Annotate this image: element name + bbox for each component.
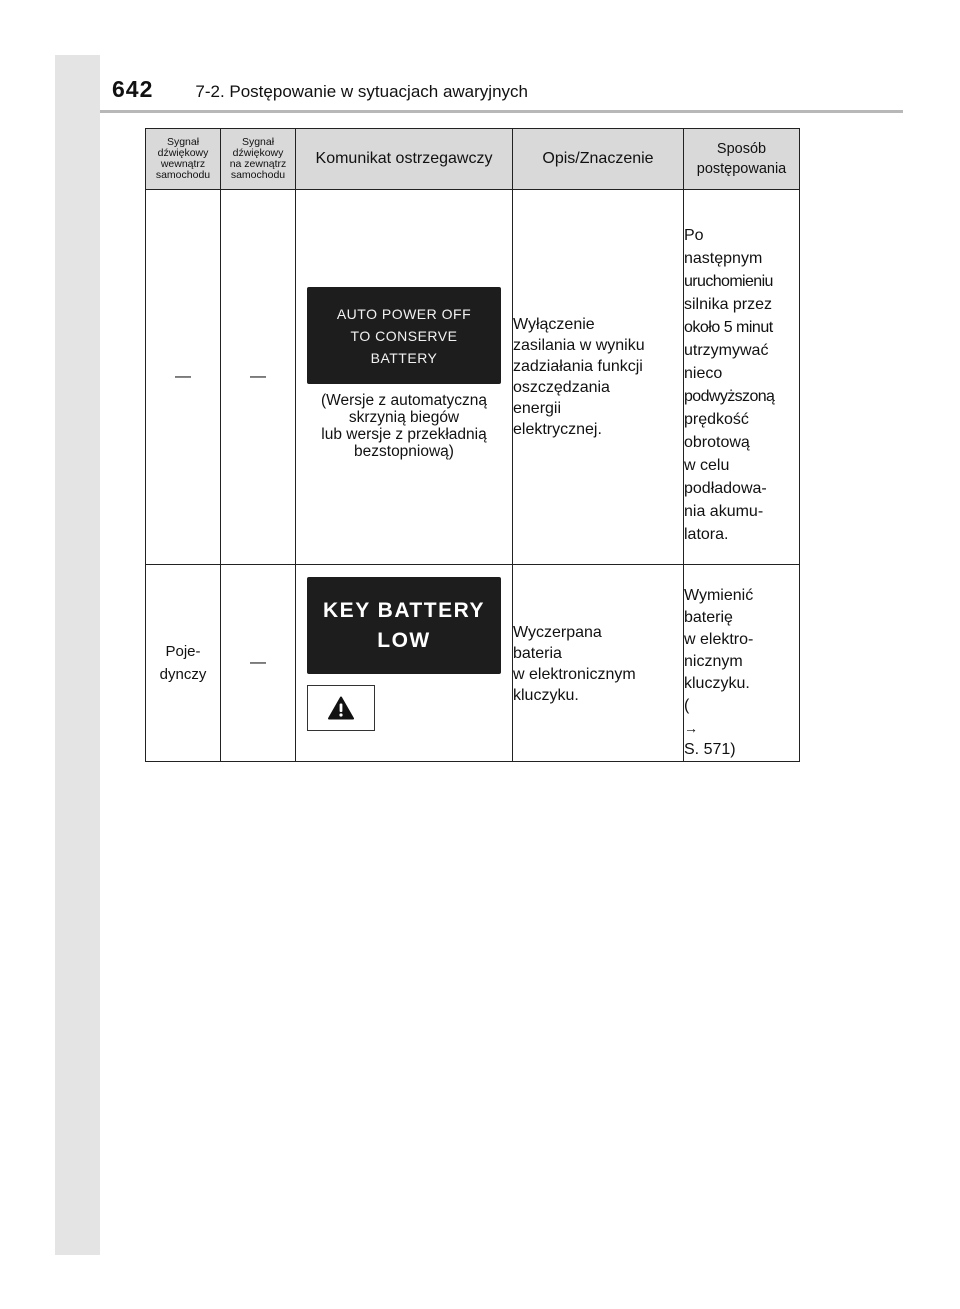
- page-header: [112, 76, 528, 110]
- variant-note: (Wersje z automatyczną skrzynią biegów lub wersje z przekładnią bezstopniową): [321, 392, 487, 460]
- page-reference[interactable]: ( → S. 571): [684, 695, 799, 761]
- col-outside-buzzer: Sygnał dźwiękowy na zewnątrz samochodu: [221, 129, 296, 190]
- meaning-cell: Wyłączenie zasilania w wyniku zadziałania funkcji oszczędzania energii elektrycznej.: [513, 190, 684, 565]
- section-title: 7-2. Postępowanie w sytuacjach awaryjnych: [195, 82, 528, 101]
- action-cell: Wymienić baterię w elektro- nicznym kluczyku. ( → S. 571): [684, 565, 800, 762]
- col-action: Sposób postępowania: [684, 129, 800, 190]
- outside-buzzer-cell: —: [221, 190, 296, 565]
- table-row: [146, 565, 800, 762]
- message-cell: [296, 190, 513, 565]
- auto-power-off-display: AUTO POWER OFF TO CONSERVE BATTERY: [307, 287, 501, 384]
- key-battery-low-display: KEY BATTERY LOW: [307, 577, 501, 674]
- meaning-cell: Wyczerpana bateria w elektronicznym kluczyku.: [513, 565, 684, 762]
- inside-buzzer-cell: Poje- dynczy: [146, 565, 221, 762]
- side-tab-strip: [55, 55, 100, 1255]
- warning-triangle-icon: [307, 685, 375, 731]
- header-rule: [100, 110, 903, 113]
- warning-table: [145, 128, 800, 762]
- col-meaning: Opis/Znaczenie: [513, 129, 684, 190]
- inside-buzzer-cell: —: [146, 190, 221, 565]
- message-cell: [296, 565, 513, 762]
- table-row: [146, 190, 800, 565]
- col-message: Komunikat ostrzegawczy: [296, 129, 513, 190]
- col-inside-buzzer: Sygnał dźwiękowy wewnątrz samochodu: [146, 129, 221, 190]
- action-cell: Po następnym uruchomieniu silnika przez około 5 minut utrzymywać nieco podwyższoną prędkość obrotową w celu podładowa- nia akumu- latora.: [684, 190, 800, 565]
- outside-buzzer-cell: —: [221, 565, 296, 762]
- table-header-row: [146, 129, 800, 190]
- arrow-right-icon: →: [684, 720, 698, 736]
- page-number: 642: [112, 76, 154, 102]
